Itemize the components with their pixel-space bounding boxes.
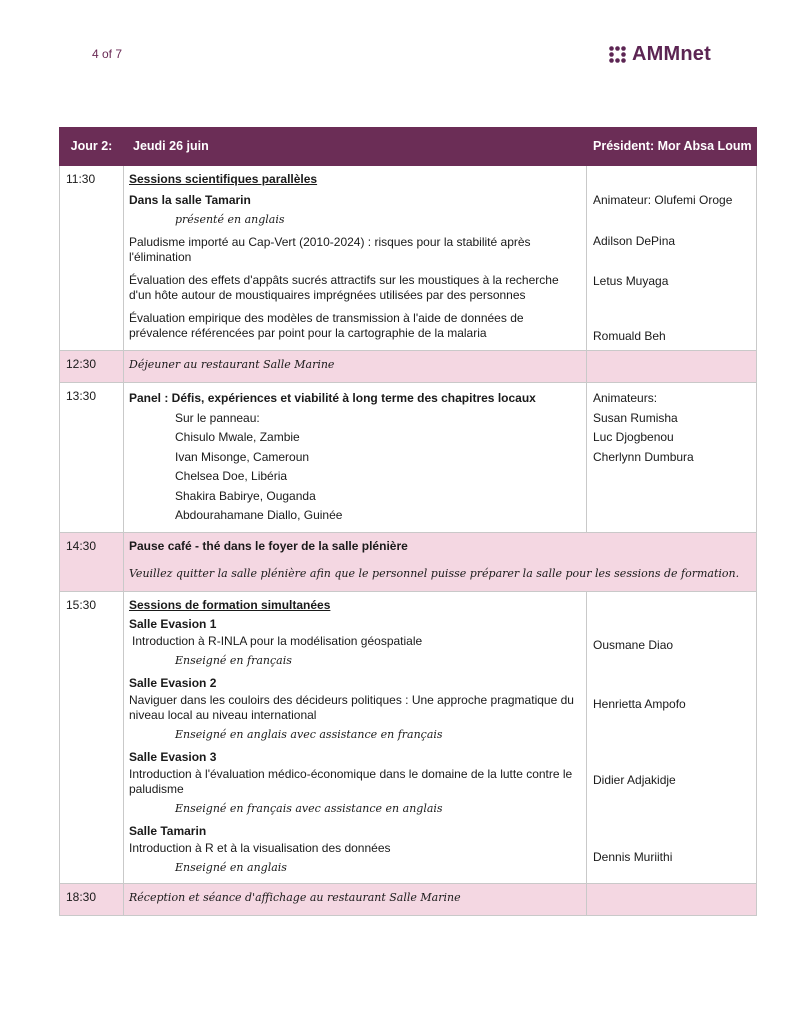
session-time: 14:30 <box>60 532 124 591</box>
session-time: 12:30 <box>60 351 124 383</box>
break-note: Veuillez quitter la salle plénière afin que le personnel puisse préparer la salle pour les sessions de formation. <box>129 566 740 580</box>
ammnet-logo <box>609 43 711 66</box>
speaker: Adilson DePina <box>593 234 676 248</box>
moderator: Susan Rumisha <box>593 410 678 425</box>
language-note: Enseigné en anglais <box>175 860 287 874</box>
language-note: Enseigné en français <box>175 653 292 667</box>
moderator: Luc Djogbenou <box>593 430 674 444</box>
break-title: Pause café - thé dans le foyer de la salle plénière <box>129 538 408 553</box>
language-note: présenté en anglais <box>175 213 285 226</box>
course-title: Introduction à R-INLA pour la modélisation géospatiale <box>132 633 423 648</box>
room-name: Dans la salle Tamarin <box>129 193 251 207</box>
session-row <box>60 883 757 915</box>
agenda-header-row <box>60 128 757 166</box>
panel-label: Sur le panneau: <box>175 410 260 425</box>
panelist: Chisulo Mwale, Zambie <box>175 430 300 444</box>
session-row <box>60 351 757 383</box>
panelist: Ivan Misonge, Cameroun <box>175 449 310 464</box>
session-time: 11:30 <box>60 166 124 351</box>
agenda-table <box>59 127 757 916</box>
session-row <box>60 383 757 533</box>
reception-note: Réception et séance d'affichage au restaurant Salle Marine <box>129 890 461 904</box>
moderators-label: Animateurs: <box>593 391 658 405</box>
session-row <box>60 166 757 351</box>
room-name: Salle Evasion 3 <box>129 749 217 764</box>
panelist: Abdourahamane Diallo, Guinée <box>175 508 343 522</box>
speaker: Letus Muyaga <box>593 274 669 288</box>
language-note: Enseigné en anglais avec assistance en français <box>175 727 443 741</box>
session-time: 15:30 <box>60 591 124 883</box>
ammnet-dots-logo-icon <box>609 46 626 63</box>
session-row <box>60 532 757 591</box>
speaker: Romuald Beh <box>593 329 666 343</box>
session-row <box>60 591 757 883</box>
header-president: Président: Mor Absa Loum <box>587 128 757 166</box>
moderator: Animateur: Olufemi Oroge <box>593 193 733 207</box>
session-time: 13:30 <box>60 383 124 533</box>
room-name: Salle Tamarin <box>129 823 207 838</box>
trainer: Didier Adjakidje <box>593 772 676 787</box>
panelist: Chelsea Doe, Libéria <box>175 469 288 483</box>
lunch-note: Déjeuner au restaurant Salle Marine <box>129 358 335 371</box>
course-title: Naviguer dans les couloirs des décideurs politiques : Une approche pragmatique du niveau local au niveau international <box>129 692 574 722</box>
header-date: Jeudi 26 juin <box>124 128 587 166</box>
session-time: 18:30 <box>60 883 124 915</box>
trainer: Henrietta Ampofo <box>593 696 686 711</box>
talk-title: Paludisme importé au Cap-Vert (2010-2024) : risques pour la stabilité après l'élimination <box>129 235 531 264</box>
talk-title: Évaluation empirique des modèles de transmission à l'aide de données de prévalence référencées par point pour la cartographie de la malaria <box>129 311 524 340</box>
room-name: Salle Evasion 1 <box>129 616 217 631</box>
logo-text: AMMnet <box>632 43 711 65</box>
session-title: Sessions scientifiques parallèles <box>129 172 318 186</box>
moderator: Cherlynn Dumbura <box>593 449 694 464</box>
header-day: Jour 2: <box>60 128 124 166</box>
course-title: Introduction à l'évaluation médico-économique dans le domaine de la lutte contre le paludisme <box>129 766 573 796</box>
page-number: 4 of 7 <box>92 47 123 61</box>
course-title: Introduction à R et à la visualisation des données <box>129 840 391 855</box>
panelist: Shakira Babirye, Ouganda <box>175 488 316 503</box>
trainer: Dennis Muriithi <box>593 849 673 864</box>
trainer: Ousmane Diao <box>593 637 674 652</box>
language-note: Enseigné en français avec assistance en anglais <box>175 801 443 815</box>
session-title: Sessions de formation simultanées <box>129 597 331 612</box>
panel-title: Panel : Défis, expériences et viabilité à long terme des chapitres locaux <box>129 391 536 405</box>
room-name: Salle Evasion 2 <box>129 675 217 690</box>
talk-title: Évaluation des effets d'appâts sucrés attractifs sur les moustiques à la recherche d'un hôte autour de moustiquaires imprégnées utilisées par des personnes <box>129 273 559 302</box>
